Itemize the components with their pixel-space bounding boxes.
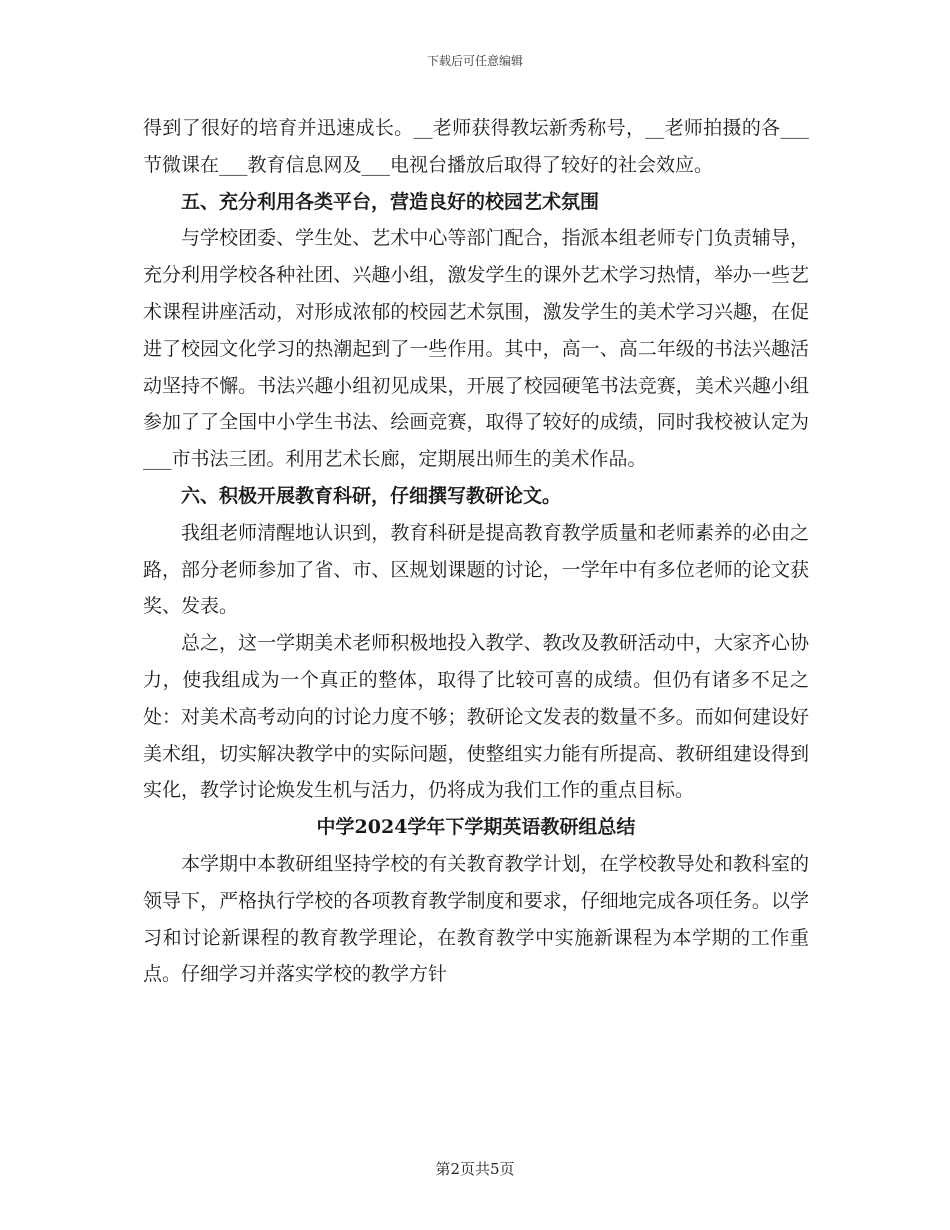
section-heading-5: 五、充分利用各类平台，营造良好的校园艺术氛围 <box>181 190 600 213</box>
paragraph-continued: 得到了很好的培育并迅速成长。__老师获得教坛新秀称号，__老师拍摄的各___节微课在___教育信息网及___电视台播放后取得了较好的社会效应。 <box>143 117 809 176</box>
paragraph: 总之，这一学期美术老师积极地投入教学、教改及教研活动中，大家齐心协力，使我组成为一个真正的整体，取得了比较可喜的成绩。但仍有诸多不足之处：对美术高考动向的讨论力度不够；教研论文发表的数量不多。而如何建设好美术组，切实解决教学中的实际问题，使整组实力能有所提高、教研组建设得到实化，教学讨论焕发生机与活力，仍将成为我们工作的重点目标。 <box>143 632 809 802</box>
paragraph: 我组老师清醒地认识到，教育科研是提高教育教学质量和老师素养的必由之路，部分老师参加了省、市、区规划课题的讨论，一学年中有多位老师的论文获奖、发表。 <box>143 521 809 618</box>
page-number: 第2页共5页 <box>435 1160 515 1178</box>
document-title: 中学2024学年下学期英语教研组总结 <box>316 816 636 839</box>
page-header: 下载后可任意编辑 <box>426 54 523 68</box>
section-heading-6: 六、积极开展教育科研，仔细撰写教研论文。 <box>181 484 562 507</box>
paragraph: 与学校团委、学生处、艺术中心等部门配合，指派本组老师专门负责辅导，充分利用学校各种社团、兴趣小组，激发学生的课外艺术学习热情，举办一些艺术课程讲座活动，对形成浓郁的校园艺术氛围，激发学生的美术学习兴趣，在促进了校园文化学习的热潮起到了一些作用。其中，高一、高二年级的书法兴趣活动坚持不懈。书法兴趣小组初见成果，开展了校园硬笔书法竞赛，美术兴趣小组参加了了全国中小学生书法、绘画竞赛，取得了较好的成绩，同时我校被认定为___市书法三团。利用艺术长廊，定期展出师生的美术作品。 <box>143 227 809 471</box>
paragraph: 本学期中本教研组坚持学校的有关教育教学计划，在学校教导处和教科室的领导下，严格执行学校的各项教育教学制度和要求，仔细地完成各项任务。以学习和讨论新课程的教育教学理论，在教育教学中实施新课程为本学期的工作重点。仔细学习并落实学校的教学方针 <box>143 852 809 986</box>
document-body <box>143 110 809 993</box>
